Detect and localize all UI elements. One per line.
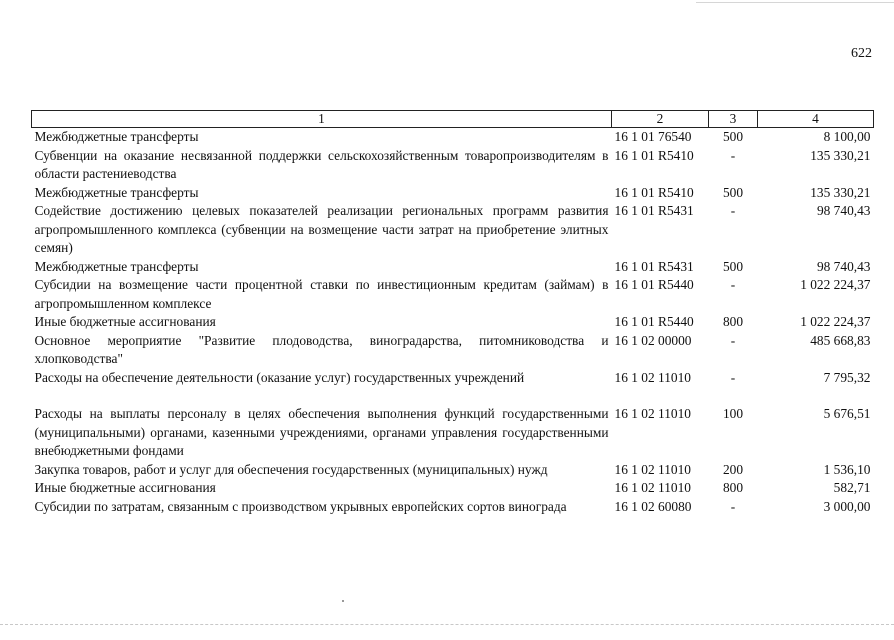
scan-artifact-top-line	[696, 2, 894, 3]
row-name: Расходы на обеспечение деятельности (оказание услуг) государственных учреждений	[34, 369, 525, 385]
table-row	[32, 258, 874, 277]
row-code: 16 1 02 60080	[614, 498, 692, 514]
row-amount: 485 668,83	[810, 332, 871, 348]
row-name: Межбюджетные трансферты	[34, 129, 199, 144]
row-code: 16 1 01 R5440	[614, 314, 694, 329]
row-amount: 98 740,43	[816, 258, 871, 274]
row-type: -	[730, 147, 736, 163]
table-row	[32, 276, 874, 313]
row-name: Основное мероприятие "Развитие плодоводства, виноградарства, питомниководства и хлопководства"	[34, 332, 609, 366]
row-code: 16 1 02 00000	[614, 332, 692, 348]
scan-artifact-dot	[342, 600, 344, 602]
table-row	[32, 479, 874, 498]
row-amount: 1 536,10	[823, 461, 871, 477]
row-code: 16 1 01 R5410	[614, 184, 694, 200]
row-amount: 98 740,43	[816, 203, 871, 218]
table-row	[32, 332, 874, 369]
row-type: -	[730, 332, 736, 348]
row-amount: 7 795,32	[823, 369, 871, 385]
budget-table	[31, 110, 874, 516]
row-type: 500	[722, 129, 744, 144]
row-code: 16 1 01 R5410	[614, 147, 694, 163]
row-code: 16 1 02 11010	[614, 406, 691, 421]
row-type: -	[730, 498, 736, 514]
row-name: Иные бюджетные ассигнования	[34, 314, 216, 329]
table-header-row	[32, 111, 874, 128]
row-name: Межбюджетные трансферты	[34, 258, 199, 274]
row-code: 16 1 01 R5431	[614, 203, 694, 218]
row-type: 200	[722, 461, 744, 477]
row-name: Закупка товаров, работ и услуг для обеспечения государственных (муниципальных) нужд	[34, 461, 548, 477]
row-code: 16 1 01 R5431	[614, 258, 694, 274]
row-name: Межбюджетные трансферты	[34, 184, 199, 200]
row-name: Иные бюджетные ассигнования	[34, 480, 216, 495]
table-row	[32, 405, 874, 461]
table-row	[32, 498, 874, 517]
table-row	[32, 313, 874, 332]
row-code: 16 1 02 11010	[614, 461, 691, 477]
table-row	[32, 147, 874, 184]
row-amount: 1 022 224,37	[800, 314, 871, 329]
row-type: 800	[722, 314, 744, 329]
header-col-4: 4	[758, 111, 874, 128]
row-name: Субсидии на возмещение части процентной ставки по инвестиционным кредитам (займам) в агропромышленном комплексе	[34, 277, 609, 311]
row-type: -	[730, 203, 736, 218]
row-amount: 582,71	[833, 480, 871, 495]
row-code: 16 1 01 76540	[614, 129, 692, 144]
row-amount: 135 330,21	[810, 184, 871, 200]
row-type: 100	[722, 406, 744, 421]
scan-artifact-bottom-line	[0, 624, 894, 625]
row-code: 16 1 01 R5440	[614, 277, 694, 292]
row-name: Расходы на выплаты персоналу в целях обеспечения выполнения функций государственными (муниципальными) органами, казенными учреждениями, органами управления государственными внебюджетными фондами	[34, 406, 609, 458]
row-amount: 5 676,51	[823, 406, 871, 421]
page-number: 622	[851, 46, 872, 61]
table-spacer-row	[32, 387, 874, 405]
table-row	[32, 369, 874, 388]
row-type: 500	[722, 258, 744, 274]
row-name: Субсидии по затратам, связанным с производством укрывных европейских сортов винограда	[34, 498, 567, 514]
row-amount: 135 330,21	[810, 147, 871, 163]
table-row	[32, 184, 874, 203]
row-amount: 8 100,00	[823, 129, 871, 144]
table-row	[32, 128, 874, 147]
row-type: -	[730, 369, 736, 385]
header-col-3: 3	[709, 111, 758, 128]
row-name: Содействие достижению целевых показателей реализации региональных программ развития агропромышленного комплекса (субвенции на возмещение части затрат на приобретение элитных семян)	[34, 203, 609, 255]
row-amount: 3 000,00	[823, 498, 871, 514]
row-name: Субвенции на оказание несвязанной поддержки сельскохозяйственным товаропроизводителям в области растениеводства	[34, 147, 609, 181]
table-row	[32, 202, 874, 258]
table-row	[32, 461, 874, 480]
row-code: 16 1 02 11010	[614, 369, 691, 385]
row-type: 500	[722, 184, 744, 200]
row-code: 16 1 02 11010	[614, 480, 691, 495]
header-col-2: 2	[612, 111, 709, 128]
row-type: -	[730, 277, 736, 292]
header-col-1: 1	[32, 111, 612, 128]
row-type: 800	[722, 480, 744, 495]
row-amount: 1 022 224,37	[800, 277, 871, 292]
